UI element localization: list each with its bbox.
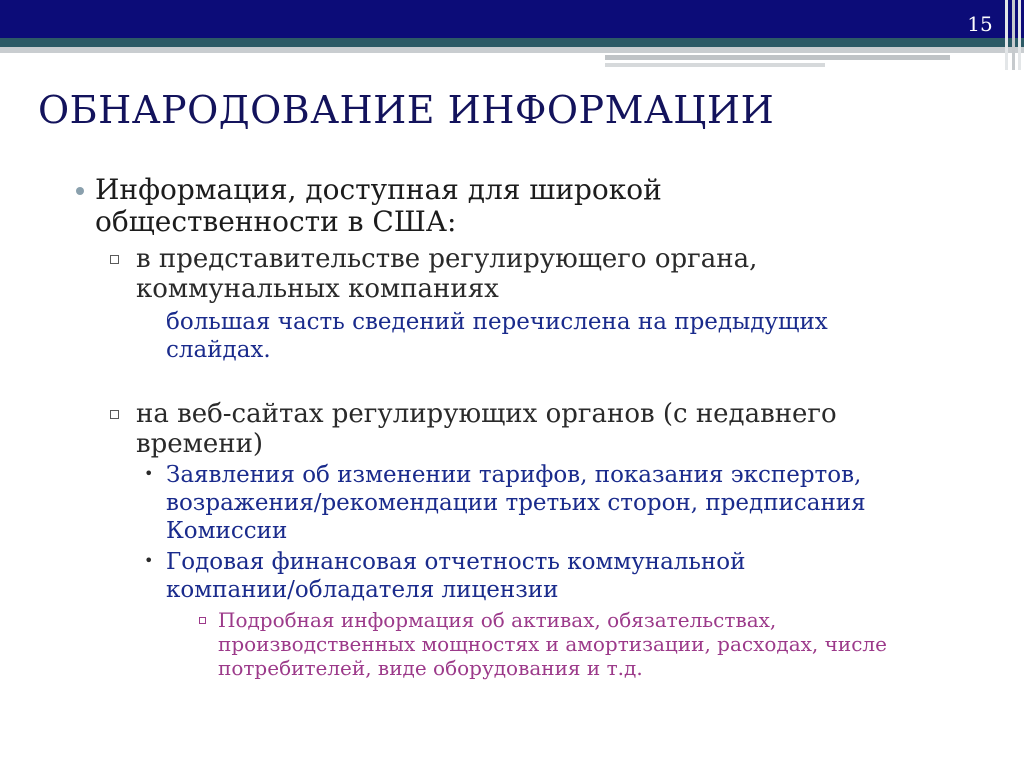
bullet-square-icon [110, 255, 119, 264]
bullet-dot-icon [76, 187, 84, 195]
decorative-vertical-line [1018, 0, 1021, 70]
bullet-square-icon [110, 410, 119, 419]
bullet-level3: Годовая финансовая отчетность коммунальной компании/обладателя лицензии [166, 549, 746, 603]
bullet-dot-icon: • [144, 551, 154, 570]
decorative-line [605, 55, 950, 60]
bullet-square-icon [199, 617, 206, 624]
header-bar [0, 0, 1024, 38]
slide-number: 15 [967, 12, 993, 36]
decorative-vertical-line [1012, 0, 1015, 70]
bullet-level3: Заявления об изменении тарифов, показания экспертов, возражения/рекомендации третьих сторон, предписания Комиссии [166, 462, 866, 544]
bullet-level2: на веб-сайтах регулирующих органов (с недавнего времени) [136, 399, 837, 459]
bullet-level1: Информация, доступная для широкой общественности в США: [95, 173, 662, 238]
header-stripe [0, 38, 1024, 47]
bullet-level4: Подробная информация об активах, обязательствах, производственных мощностях и амортизации, расходах, числе потребителей, виде оборудования и т.д. [218, 608, 887, 680]
bullet-level3: большая часть сведений перечислена на предыдущих слайдах. [166, 309, 828, 363]
decorative-line [605, 63, 825, 67]
slide-title: ОБНАРОДОВАНИЕ ИНФОРМАЦИИ [38, 88, 775, 132]
decorative-vertical-line [1005, 0, 1008, 70]
bullet-dot-icon: • [144, 464, 154, 483]
header-underline [0, 47, 1024, 53]
bullet-level2: в представительстве регулирующего органа, коммунальных компаниях [136, 244, 758, 304]
